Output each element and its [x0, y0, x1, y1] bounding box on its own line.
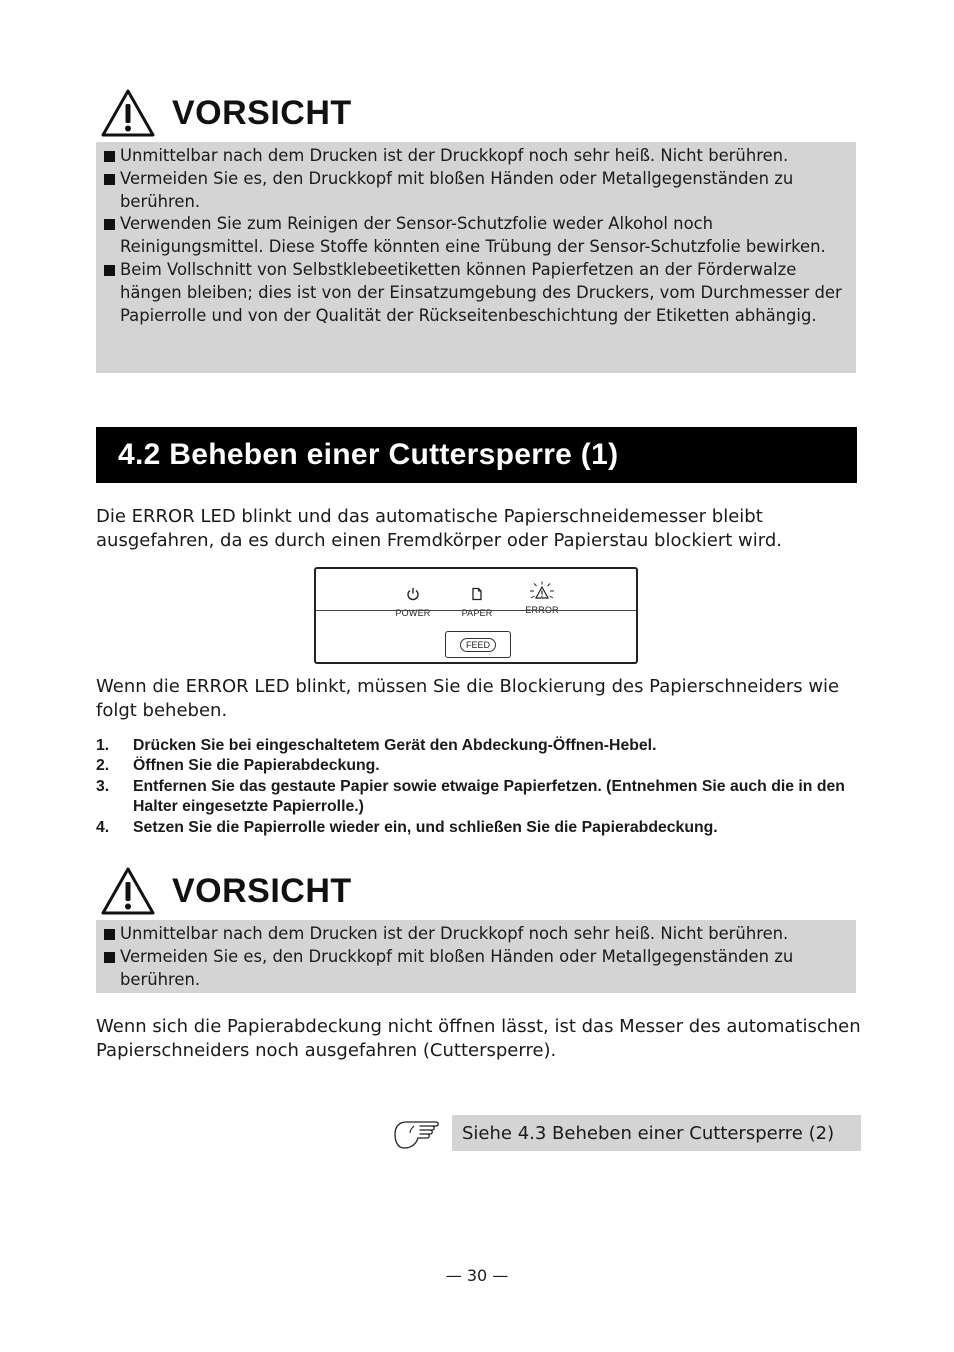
square-bullet-icon: [104, 952, 115, 963]
instruction-paragraph: Wenn die ERROR LED blinkt, müssen Sie die Blockierung des Papierschneiders wie folgt beheben.: [96, 676, 840, 721]
reference-box: Siehe 4.3 Beheben einer Cuttersperre (2): [452, 1115, 861, 1151]
power-icon: [406, 587, 420, 601]
caution-item: Unmittelbar nach dem Drucken ist der Druckkopf noch sehr heiß. Nicht berühren.: [104, 145, 842, 168]
panel-divider: [316, 610, 636, 611]
caution-item: Verwenden Sie zum Reinigen der Sensor-Schutzfolie weder Alkohol noch Reinigungsmittel. Diese Stoffe könnten eine Trübung der Sensor-Schutzfolie bewirken.: [104, 213, 842, 259]
feed-button: FEED: [445, 631, 511, 658]
caution-heading-2: [100, 866, 352, 916]
square-bullet-icon: [104, 151, 115, 162]
warning-triangle-icon: [100, 88, 156, 138]
paper-led: PAPER: [447, 587, 507, 618]
caution-title: VORSICHT: [172, 871, 352, 910]
square-bullet-icon: [104, 265, 115, 276]
caution-item: Unmittelbar nach dem Drucken ist der Druckkopf noch sehr heiß. Nicht berühren.: [104, 923, 842, 946]
control-panel-illustration: [314, 567, 638, 664]
square-bullet-icon: [104, 219, 115, 230]
power-led: POWER: [383, 587, 443, 618]
pointing-hand-icon: [392, 1114, 442, 1152]
step-item: 2. Öffnen Sie die Papierabdeckung.: [96, 757, 380, 775]
closing-paragraph: Wenn sich die Papierabdeckung nicht öffnen lässt, ist das Messer des automatischen Papierschneiders noch ausgefahren (Cuttersperre).: [96, 1016, 861, 1061]
caution-box-2: [96, 920, 856, 993]
caution-heading-1: [100, 88, 352, 138]
cross-reference: [392, 1114, 861, 1152]
caution-item: Beim Vollschnitt von Selbstklebeetiketten können Papierfetzen an der Förderwalze hängen bleiben; dies ist von der Einsatzumgebung des Druckers, vom Durchmesser der Papierrolle und von der Qualität der Rückseitenbeschichtung der Etiketten abhängig.: [104, 259, 842, 327]
section-heading: 4.2 Beheben einer Cuttersperre (1): [96, 427, 857, 483]
page-number: — 30 —: [445, 1266, 509, 1285]
error-led: ERROR: [512, 581, 572, 615]
caution-title: VORSICHT: [172, 93, 352, 132]
square-bullet-icon: [104, 929, 115, 940]
warning-triangle-icon: [100, 866, 156, 916]
step-item: 4. Setzen Sie die Papierrolle wieder ein, und schließen Sie die Papierabdeckung.: [96, 818, 718, 836]
step-item: 3. Entfernen Sie das gestaute Papier sowie etwaige Papierfetzen. (Entnehmen Sie auch die in den Halter eingesetzte Papierrolle.): [96, 777, 845, 816]
caution-item: Vermeiden Sie es, den Druckkopf mit bloßen Händen oder Metallgegenständen zu berühren.: [104, 946, 842, 992]
intro-paragraph: Die ERROR LED blinkt und das automatische Papierschneidemesser bleibt ausgefahren, da es durch einen Fremdkörper oder Papierstau blockiert wird.: [96, 506, 783, 551]
caution-item: Vermeiden Sie es, den Druckkopf mit bloßen Händen oder Metallgegenständen zu berühren.: [104, 168, 842, 214]
square-bullet-icon: [104, 174, 115, 185]
caution-box-1: [96, 142, 856, 373]
paper-icon: [470, 587, 484, 601]
blinking-error-icon: [522, 581, 562, 601]
steps-list: [96, 736, 866, 838]
step-item: 1. Drücken Sie bei eingeschaltetem Gerät den Abdeckung-Öffnen-Hebel.: [96, 737, 657, 754]
